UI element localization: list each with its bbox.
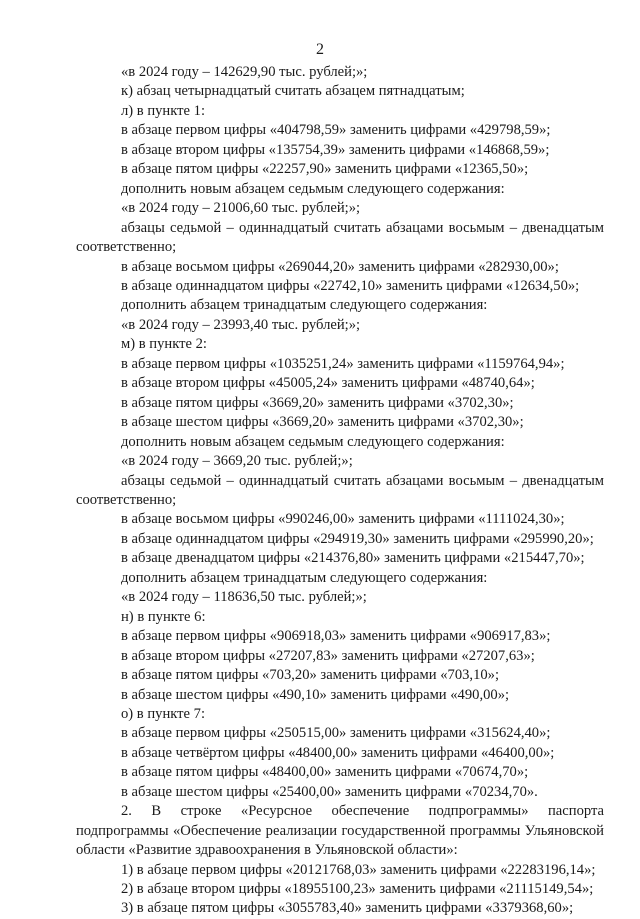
text-line-40: 3) в абзаце пятом цифры «3055783,40» заменить цифрами «3379368,60»; [121,900,574,917]
text-line-22: в абзаце восьмом цифры «990246,00» заменить цифрами «1111024,30»; [121,511,565,528]
text-line-31: в абзаце шестом цифры «490,10» заменить цифрами «490,00»; [121,686,510,703]
text-line-20: «в 2024 году – 3669,20 тыс. рублей;»; [121,453,353,470]
text-line-3: л) в пункте 1: [121,102,205,119]
text-line-2: к) абзац четырнадцатый считать абзацем пятнадцатым; [121,83,465,100]
text-line-4: в абзаце первом цифры «404798,59» заменить цифрами «429798,59»; [121,122,551,139]
text-line-19: дополнить новым абзацем седьмым следующего содержания: [121,433,505,450]
text-line-32: о) в пункте 7: [121,705,206,722]
text-line-7: дополнить новым абзацем седьмым следующего содержания: [121,180,505,197]
page-number: 2 [316,41,324,58]
text-line-12: дополнить абзацем тринадцатым следующего содержания: [121,297,488,314]
text-line-25: дополнить абзацем тринадцатым следующего содержания: [121,569,488,586]
text-paragraph-37: 2. В строке «Ресурсное обеспечение подпрограммы» паспорта подпрограммы «Обеспечение реализации государственной программы Ульяновской области «Развитие здравоохранения в Ульяновской области»: [76,803,604,859]
text-line-36: в абзаце шестом цифры «25400,00» заменить цифрами «70234,70». [121,783,538,800]
text-line-8: «в 2024 году – 21006,60 тыс. рублей;»; [121,200,361,217]
text-line-18: в абзаце шестом цифры «3669,20» заменить цифрами «3702,30»; [121,414,524,431]
text-line-28: в абзаце первом цифры «906918,03» заменить цифрами «906917,83»; [121,628,551,645]
text-line-11: в абзаце одиннадцатом цифры «22742,10» заменить цифрами «12634,50»; [121,277,580,294]
text-line-13: «в 2024 году – 23993,40 тыс. рублей;»; [121,316,361,333]
text-line-38: 1) в абзаце первом цифры «20121768,03» заменить цифрами «22283196,14»; [121,861,596,878]
text-paragraph-23: в абзаце одиннадцатом цифры «294919,30» заменить цифрами «295990,20»; [121,530,594,547]
text-line-14: м) в пункте 2: [121,336,207,353]
text-line-16: в абзаце втором цифры «45005,24» заменить цифрами «48740,64»; [121,375,535,392]
text-paragraph-21: абзацы седьмой – одиннадцатый считать абзацами восьмым – двенадцатым соответственно; [76,472,604,508]
text-line-17: в абзаце пятом цифры «3669,20» заменить цифрами «3702,30»; [121,394,514,411]
text-line-34: в абзаце четвёртом цифры «48400,00» заменить цифрами «46400,00»; [121,744,555,761]
document-body [76,63,604,919]
text-line-26: «в 2024 году – 118636,50 тыс. рублей;»; [121,589,367,606]
text-line-35: в абзаце пятом цифры «48400,00» заменить цифрами «70674,70»; [121,764,529,781]
text-line-30: в абзаце пятом цифры «703,20» заменить цифрами «703,10»; [121,667,500,684]
text-line-24: в абзаце двенадцатом цифры «214376,80» заменить цифрами «215447,70»; [121,550,585,567]
text-line-5: в абзаце втором цифры «135754,39» заменить цифрами «146868,59»; [121,141,550,158]
text-line-39: 2) в абзаце втором цифры «18955100,23» заменить цифрами «21115149,54»; [121,881,594,898]
text-line-10: в абзаце восьмом цифры «269044,20» заменить цифрами «282930,00»; [121,258,559,275]
text-line-1: «в 2024 году – 142629,90 тыс. рублей;»; [121,64,368,80]
text-paragraph-9: абзацы седьмой – одиннадцатый считать абзацами восьмым – двенадцатым соответственно; [76,219,604,256]
text-line-6: в абзаце пятом цифры «22257,90» заменить цифрами «12365,50»; [121,161,529,178]
text-line-29: в абзаце втором цифры «27207,83» заменить цифрами «27207,63»; [121,647,535,664]
text-line-33: в абзаце первом цифры «250515,00» заменить цифрами «315624,40»; [121,725,551,742]
text-line-15: в абзаце первом цифры «1035251,24» заменить цифрами «1159764,94»; [121,355,565,372]
text-line-27: н) в пункте 6: [121,608,206,625]
